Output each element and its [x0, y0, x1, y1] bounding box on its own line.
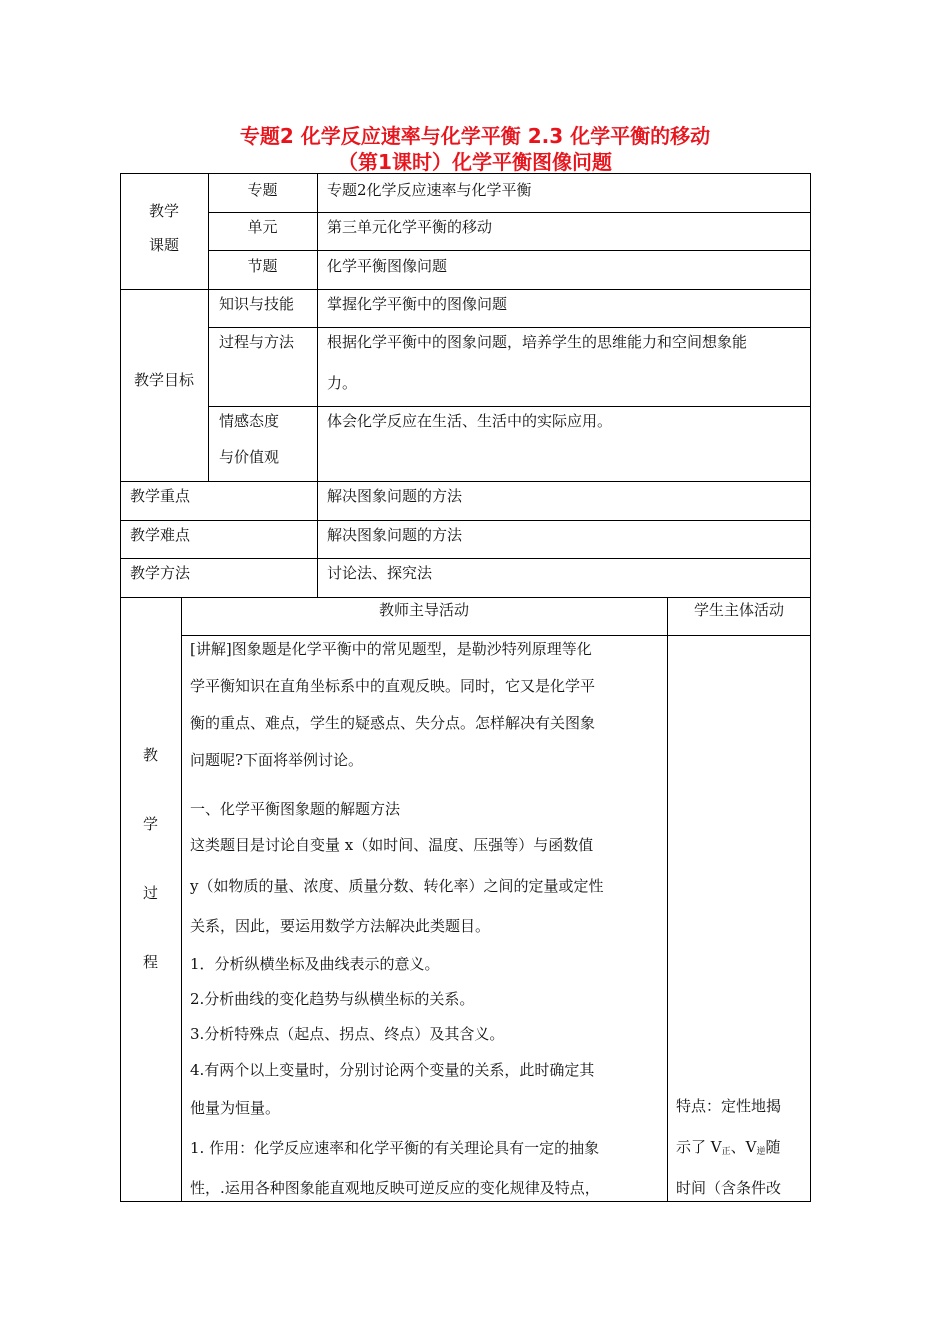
- topic-value-section: 化学平衡图像问题: [327, 257, 448, 275]
- student-text-line: 时间（含条件改: [676, 1179, 782, 1197]
- method-value: 讨论法、探究法: [327, 564, 433, 582]
- teacher-text-line: 这类题目是讨论自变量 x（如时间、温度、压强等）与函数值: [190, 836, 594, 854]
- key-point-label: 教学重点: [130, 487, 191, 505]
- topic-value-special: 专题2化学反应速率与化学平衡: [327, 181, 532, 199]
- topic-label-line1: 教学: [148, 202, 179, 220]
- goal-process-value-line1: 根据化学平衡中的图象问题，培养学生的思维能力和空间想象能: [327, 333, 748, 351]
- divider: [181, 635, 811, 636]
- teacher-text-line: 他量为恒量。: [190, 1099, 281, 1117]
- student-text-part: 示了 V: [676, 1138, 722, 1156]
- goal-emotion-key-line2: 与价值观: [219, 448, 280, 466]
- goals-label: 教学目标: [133, 371, 194, 389]
- subscript-forward: 正: [721, 1147, 731, 1157]
- divider: [120, 558, 811, 559]
- student-text-part: 随: [765, 1138, 781, 1156]
- student-activity-header: 学生主体活动: [693, 601, 784, 619]
- divider: [120, 520, 811, 521]
- teacher-text-line: 一、化学平衡图象题的解题方法: [190, 800, 401, 818]
- student-text-line: 特点：定性地揭: [676, 1097, 782, 1115]
- goal-emotion-key-line1: 情感态度: [219, 412, 280, 430]
- difficulty-label: 教学难点: [130, 526, 191, 544]
- process-label-char: 教: [142, 746, 158, 764]
- process-label-char: 过: [142, 884, 158, 902]
- divider: [181, 598, 182, 1202]
- divider: [208, 212, 811, 213]
- divider: [208, 250, 811, 251]
- teacher-text-line: 衡的重点、难点，学生的疑惑点、失分点。怎样解决有关图象: [190, 714, 596, 732]
- divider: [120, 481, 811, 482]
- key-point-value: 解决图象问题的方法: [327, 487, 463, 505]
- upper-table-border: [120, 173, 811, 598]
- goal-knowledge-key: 知识与技能: [219, 295, 295, 313]
- topic-label-line2: 课题: [148, 236, 179, 254]
- teacher-text-line: 3.分析特殊点（起点、拐点、终点）及其含义。: [190, 1025, 505, 1043]
- topic-key-section: 节题: [247, 257, 278, 275]
- teacher-text-line: 问题呢?下面将举例讨论。: [190, 751, 364, 769]
- process-label-char: 程: [142, 953, 158, 971]
- divider: [667, 598, 668, 1202]
- teacher-text-line: 4.有两个以上变量时，分别讨论两个变量的关系，此时确定其: [190, 1061, 595, 1079]
- teacher-text-line: 性，.运用各种图象能直观地反映可逆反应的变化规律及特点，: [190, 1179, 600, 1197]
- teacher-activity-header: 教师主导活动: [378, 601, 469, 619]
- teacher-text-line: 2.分析曲线的变化趋势与纵横坐标的关系。: [190, 990, 475, 1008]
- method-label: 教学方法: [130, 564, 191, 582]
- topic-value-unit: 第三单元化学平衡的移动: [327, 218, 493, 236]
- teacher-text-line: [讲解]图象题是化学平衡中的常见题型，是勒沙特列原理等化: [190, 640, 592, 658]
- divider: [120, 289, 811, 290]
- teacher-text-line: 学平衡知识在直角坐标系中的直观反映。同时，它又是化学平: [190, 677, 596, 695]
- difficulty-value: 解决图象问题的方法: [327, 526, 463, 544]
- divider: [208, 327, 811, 328]
- document-title-line1: 专题2 化学反应速率与化学平衡 2.3 化学平衡的移动: [239, 124, 711, 148]
- teacher-text-line: y（如物质的量、浓度、质量分数、转化率）之间的定量或定性: [190, 877, 604, 895]
- student-text-line: [676, 1138, 806, 1161]
- divider: [208, 406, 811, 407]
- student-text-part: 、V: [730, 1138, 757, 1156]
- goal-process-value-line2: 力。: [327, 374, 358, 392]
- teacher-text-line: 1．分析纵横坐标及曲线表示的意义。: [190, 955, 440, 973]
- teacher-text-line: 1. 作用：化学反应速率和化学平衡的有关理论具有一定的抽象: [190, 1139, 600, 1157]
- process-label-char: 学: [142, 815, 158, 833]
- topic-key-unit: 单元: [247, 218, 278, 236]
- goal-knowledge-value: 掌握化学平衡中的图像问题: [327, 295, 508, 313]
- goal-process-key: 过程与方法: [219, 333, 295, 351]
- goal-emotion-value: 体会化学反应在生活、生活中的实际应用。: [327, 412, 613, 430]
- divider: [208, 289, 209, 481]
- subscript-reverse: 逆: [756, 1147, 766, 1157]
- document-title-line2: （第1课时）化学平衡图像问题: [338, 150, 612, 174]
- teacher-text-line: 关系，因此，要运用数学方法解决此类题目。: [190, 917, 491, 935]
- topic-key-special: 专题: [247, 181, 278, 199]
- divider: [317, 173, 318, 598]
